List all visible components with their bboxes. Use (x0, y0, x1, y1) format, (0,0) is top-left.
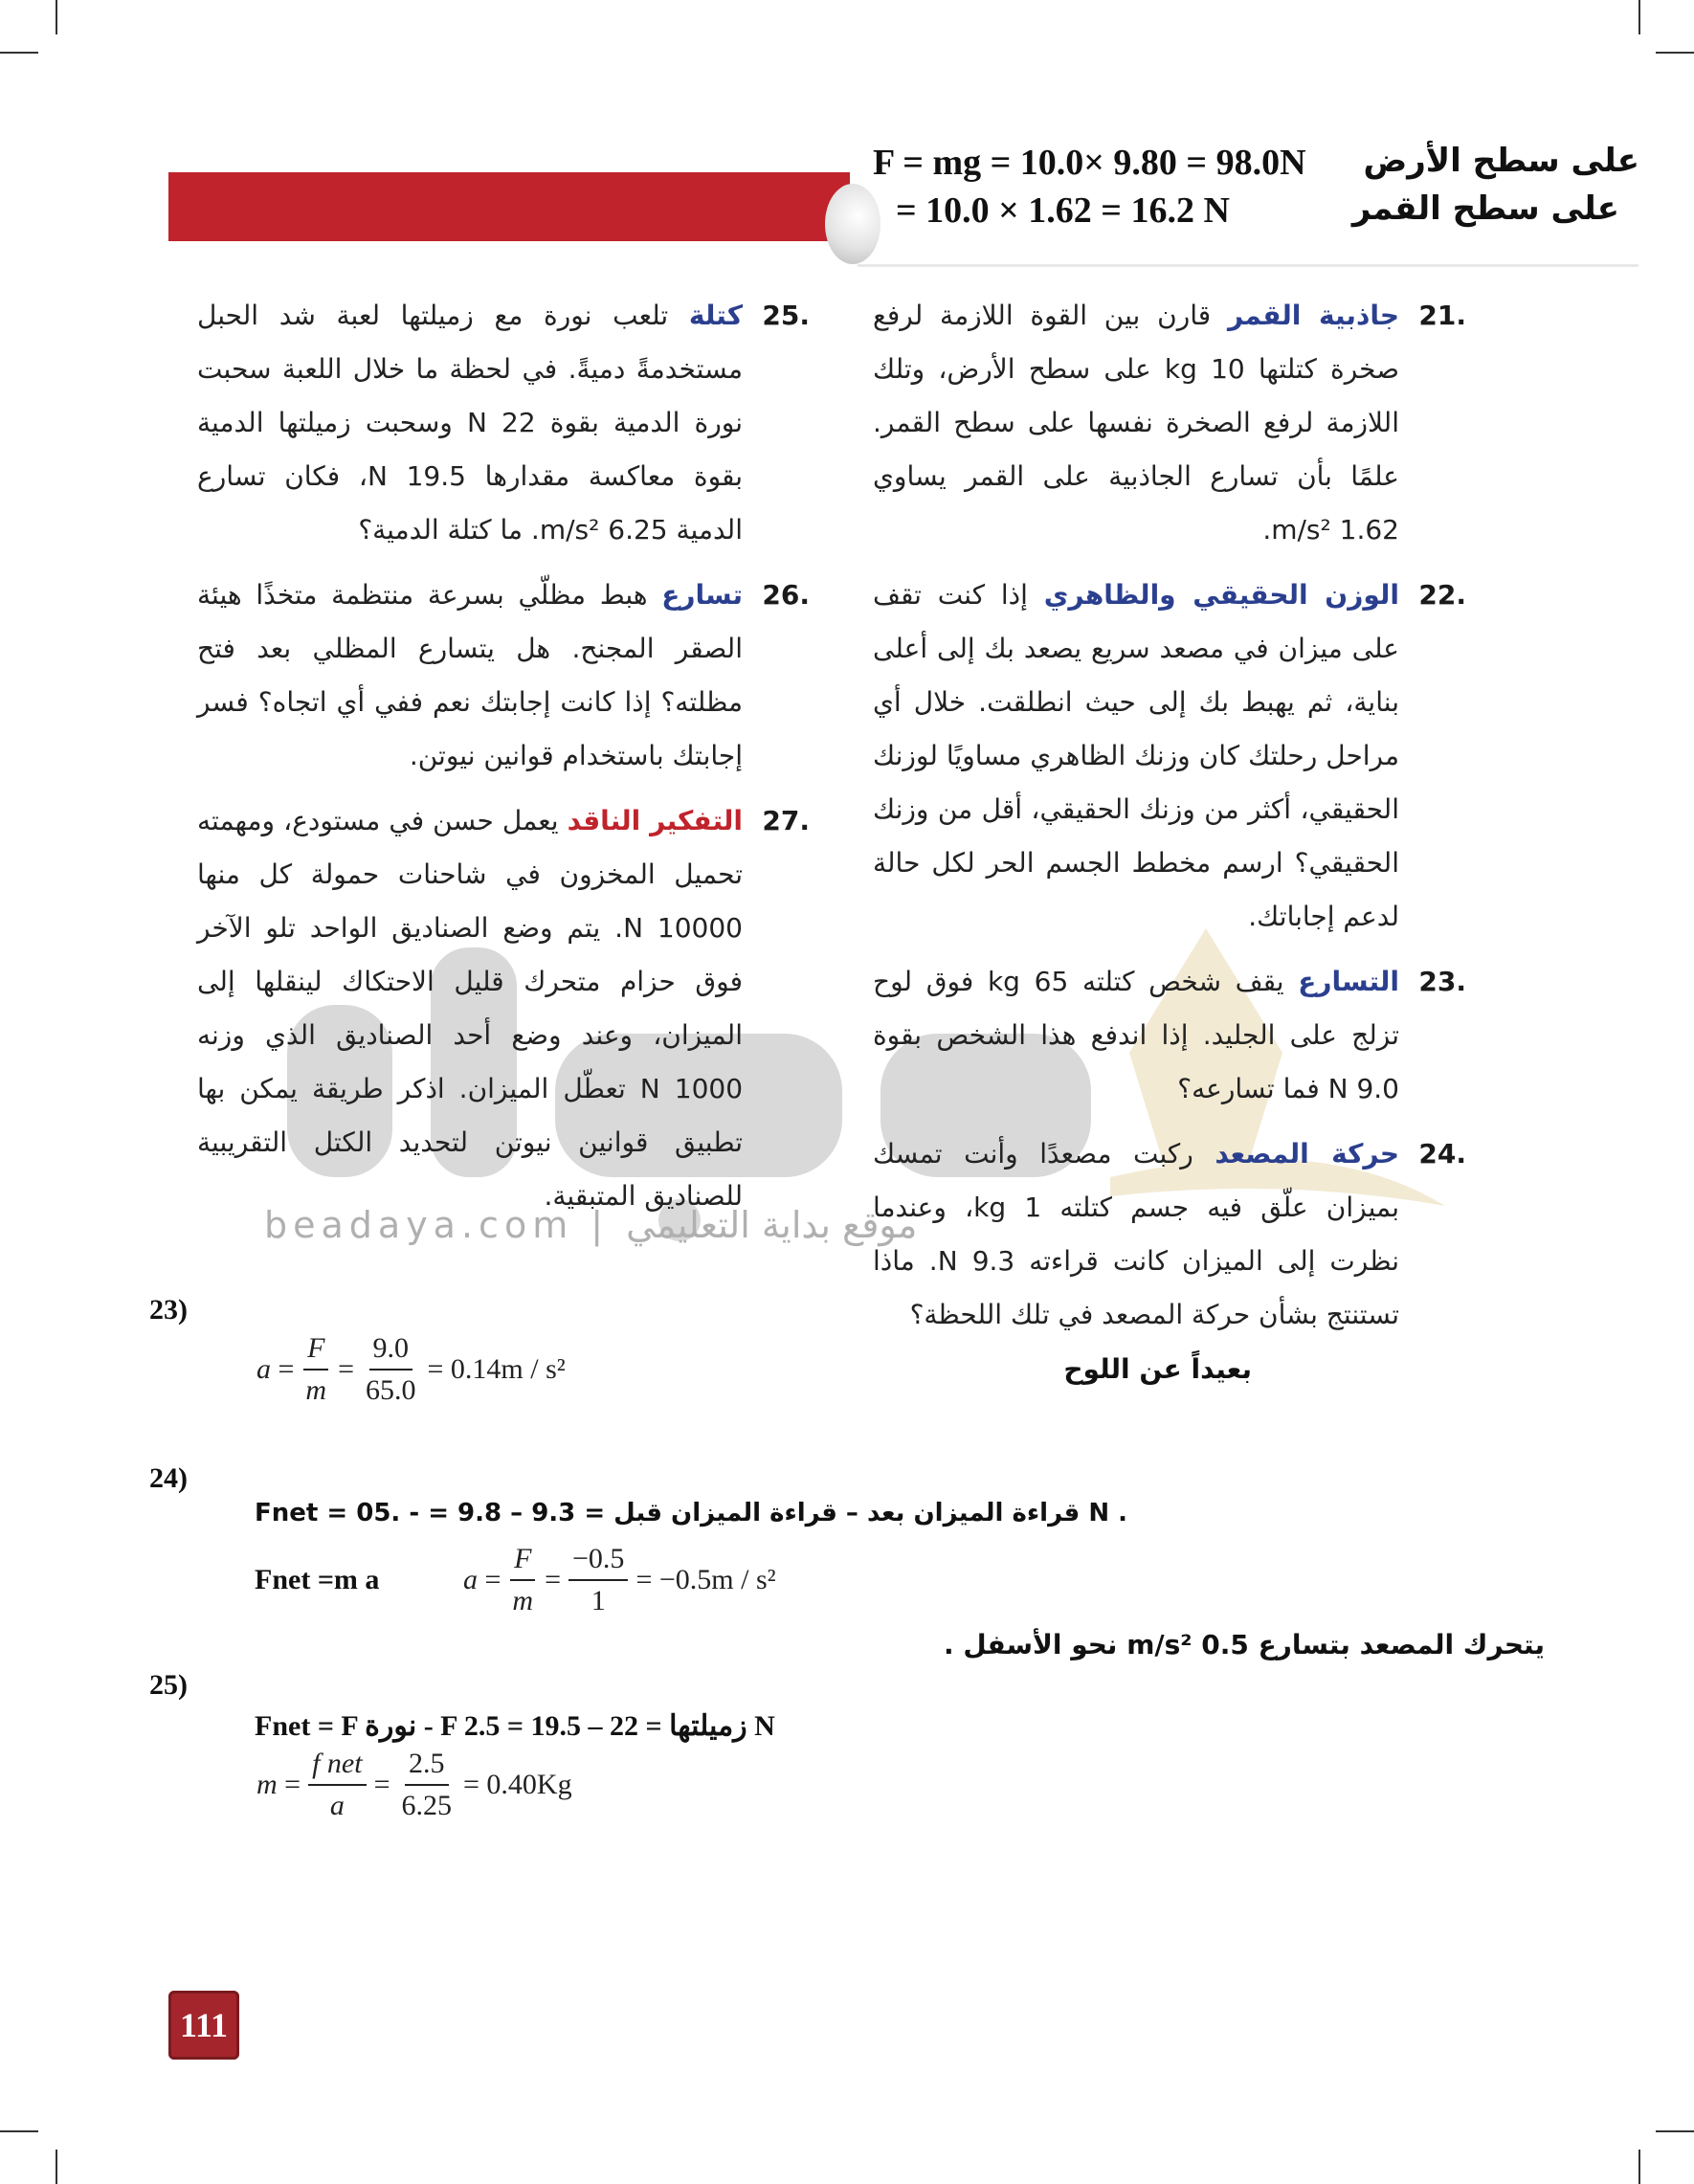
eq-fraction (308, 1748, 367, 1822)
question-text: هبط مظلّي بسرعة منتظمة متخذًا هيئة الصقر المجنح. هل يتسارع المظلي بعد فتح مظلته؟ إذا كانت إجابتك نعم ففي أي اتجاه؟ فسر إجابتك باستخدام قوانين نيوتن. (197, 579, 743, 771)
question-number: 24. (1418, 1138, 1466, 1170)
question-title: التفكير الناقد (567, 805, 743, 836)
question-title: تسارع (661, 579, 743, 611)
eq-lhs: a (463, 1564, 478, 1595)
question-number: 27. (762, 805, 810, 836)
crop-mark (1656, 52, 1694, 54)
eq-result: = 0.14m / s² (427, 1353, 566, 1385)
header-formula-earth: F = mg = 10.0× 9.80 = 98.0N (873, 143, 1306, 183)
eq-fraction (508, 1543, 537, 1617)
crop-mark (1656, 2130, 1694, 2132)
question-number: 26. (762, 579, 810, 611)
header-divider (858, 264, 1638, 267)
label-earth: على سطح الأرض (1363, 142, 1639, 180)
solution-23-note: بعيداً عن اللوح (1063, 1353, 1252, 1385)
eq-result: = 0.40Kg (463, 1769, 572, 1800)
solution-24-conclusion: يتحرك المصعد بتسارع 0.5 m/s² نحو الأسفل . (943, 1629, 1545, 1660)
eq-denominator: 6.25 (401, 1790, 453, 1821)
solution-24-line2: Fnet =m a (255, 1564, 380, 1595)
eq-fraction (568, 1543, 628, 1617)
question-text: يقف شخص كتلته 65 kg فوق لوح تزلج على الجليد. إذا اندفع هذا الشخص بقوة 9.0 N فما تسارعه؟ (873, 966, 1399, 1104)
question-23 (873, 955, 1466, 1116)
solution-23-number: 23) (149, 1294, 188, 1326)
eq-lhs: a (256, 1353, 271, 1385)
questions-left-column (197, 289, 810, 1235)
solution-25-equation: m = $\frac{\text{f net}}{a}$ = $\frac{2.5}{6.25}$ = 0.40Kg (256, 1748, 572, 1821)
page-number: 111 (168, 1991, 239, 2060)
eq-numerator: F (510, 1543, 535, 1581)
label-moon: على سطح القمر (1351, 189, 1619, 228)
crop-mark (56, 2150, 57, 2184)
question-22 (873, 568, 1466, 944)
question-text: يعمل حسن في مستودع، ومهمته تحميل المخزون في شاحنات حمولة كل منها 10000 N. يتم وضع الصناديق الواحد تلو الآخر فوق حزام متحرك قليل الاحتكاك لينقلها إلى الميزان، وعند وضع أحد الصناديق الذي وزنه 1000 N تعطّل الميزان. اذكر طريقة يمكن بها تطبيق قوانين نيوتن لتحديد الكتل التقريبية للصناديق المتبقية. (197, 805, 744, 1212)
question-number: 22. (1418, 579, 1466, 611)
question-text: قارن بين القوة اللازمة لرفع صخرة كتلتها 10 kg على سطح الأرض، وتلك اللازمة لرفع الصخرة نفسها على سطح القمر. علمًا بأن تسارع الجاذبية على القمر يساوي 1.62 m/s². (873, 300, 1399, 546)
eq-numerator: 9.0 (369, 1332, 413, 1371)
watermark-site: beadaya.com | موقع بداية التعليمي (264, 1204, 918, 1246)
eq-denominator: m (305, 1374, 327, 1406)
question-25 (197, 289, 810, 557)
questions-right-column (873, 289, 1466, 1353)
eq-numerator: F (303, 1332, 328, 1371)
solution-24-equation: a = $\frac{F}{m}$ = $\frac{-0.5}{1}$ = −0.5m / s² (463, 1543, 776, 1616)
solution-25-line1: Fnet = F نورة - F زميلتها = 22 – 19.5 = 2.5 N (255, 1710, 775, 1742)
header-band-cap (825, 184, 880, 264)
eq-fraction (362, 1332, 420, 1407)
question-number: 23. (1418, 966, 1466, 997)
solution-24-line1: Fnet = قراءة الميزان بعد – قراءة الميزان قبل = 9.3 – 9.8 = - .05 N . (255, 1499, 1128, 1527)
question-24 (873, 1127, 1466, 1342)
crop-mark (56, 0, 57, 34)
question-number: 21. (1418, 300, 1466, 331)
eq-numerator: 2.5 (405, 1748, 449, 1786)
eq-result: = −0.5m / s² (635, 1564, 776, 1595)
question-27 (197, 794, 810, 1223)
solution-23-equation: a = $\frac{F}{m}$ = $\frac{9.0}{65.0}$ = 0.14m / s² (256, 1332, 566, 1406)
question-text: تلعب نورة مع زميلتها لعبة شد الحبل مستخدمةً دميةً. في لحظة ما خلال اللعبة سحبت نورة الدمية بقوة 22 N وسحبت زميلتها الدمية بقوة معاكسة مقدارها 19.5 N، فكان تسارع الدمية 6.25 m/s². ما كتلة الدمية؟ (197, 300, 744, 546)
question-title: الوزن الحقيقي والظاهري (1043, 579, 1399, 611)
eq-fraction (301, 1332, 330, 1407)
question-title: حركة المصعد (1215, 1138, 1399, 1170)
eq-denominator: m (512, 1585, 534, 1616)
question-text: إذا كنت تقف على ميزان في مصعد سريع يصعد بك إلى أعلى بناية، ثم يهبط بك إلى حيث انطلقت. خلال أي مراحل رحلتك كان وزنك الظاهري مساويًا لوزنك الحقيقي، أكثر من وزنك الحقيقي، أقل من وزنك الحقيقي؟ ارسم مخطط الجسم الحر لكل حالة لدعم إجاباتك. (873, 579, 1399, 932)
question-title: التسارع (1298, 966, 1400, 997)
header-red-band (168, 172, 850, 241)
crop-mark (1638, 0, 1640, 34)
question-text: ركبت مصعدًا وأنت تمسك بميزان علّق فيه جسم كتلته 1 kg، وعندما نظرت إلى الميزان كانت قراءته 9.3 N. ماذا تستنتج بشأن حركة المصعد في تلك اللحظة؟ (873, 1138, 1400, 1330)
crop-mark (1638, 2150, 1640, 2184)
solution-24-number: 24) (149, 1462, 188, 1494)
crop-mark (0, 52, 38, 54)
header-formula-moon: = 10.0 × 1.62 = 16.2 N (896, 190, 1230, 231)
eq-numerator: f net (308, 1748, 367, 1786)
question-26 (197, 568, 810, 783)
eq-lhs: m (256, 1769, 278, 1800)
eq-fraction (398, 1748, 457, 1822)
question-title: جاذبية القمر (1227, 300, 1400, 331)
question-21 (873, 289, 1466, 557)
eq-denominator: 65.0 (366, 1374, 416, 1406)
solution-25-number: 25) (149, 1669, 188, 1701)
eq-denominator: a (329, 1790, 345, 1821)
question-title: كتلة (688, 300, 743, 331)
eq-numerator: −0.5 (568, 1543, 628, 1581)
question-number: 25. (762, 300, 810, 331)
eq-denominator: 1 (591, 1585, 606, 1616)
crop-mark (0, 2130, 38, 2132)
